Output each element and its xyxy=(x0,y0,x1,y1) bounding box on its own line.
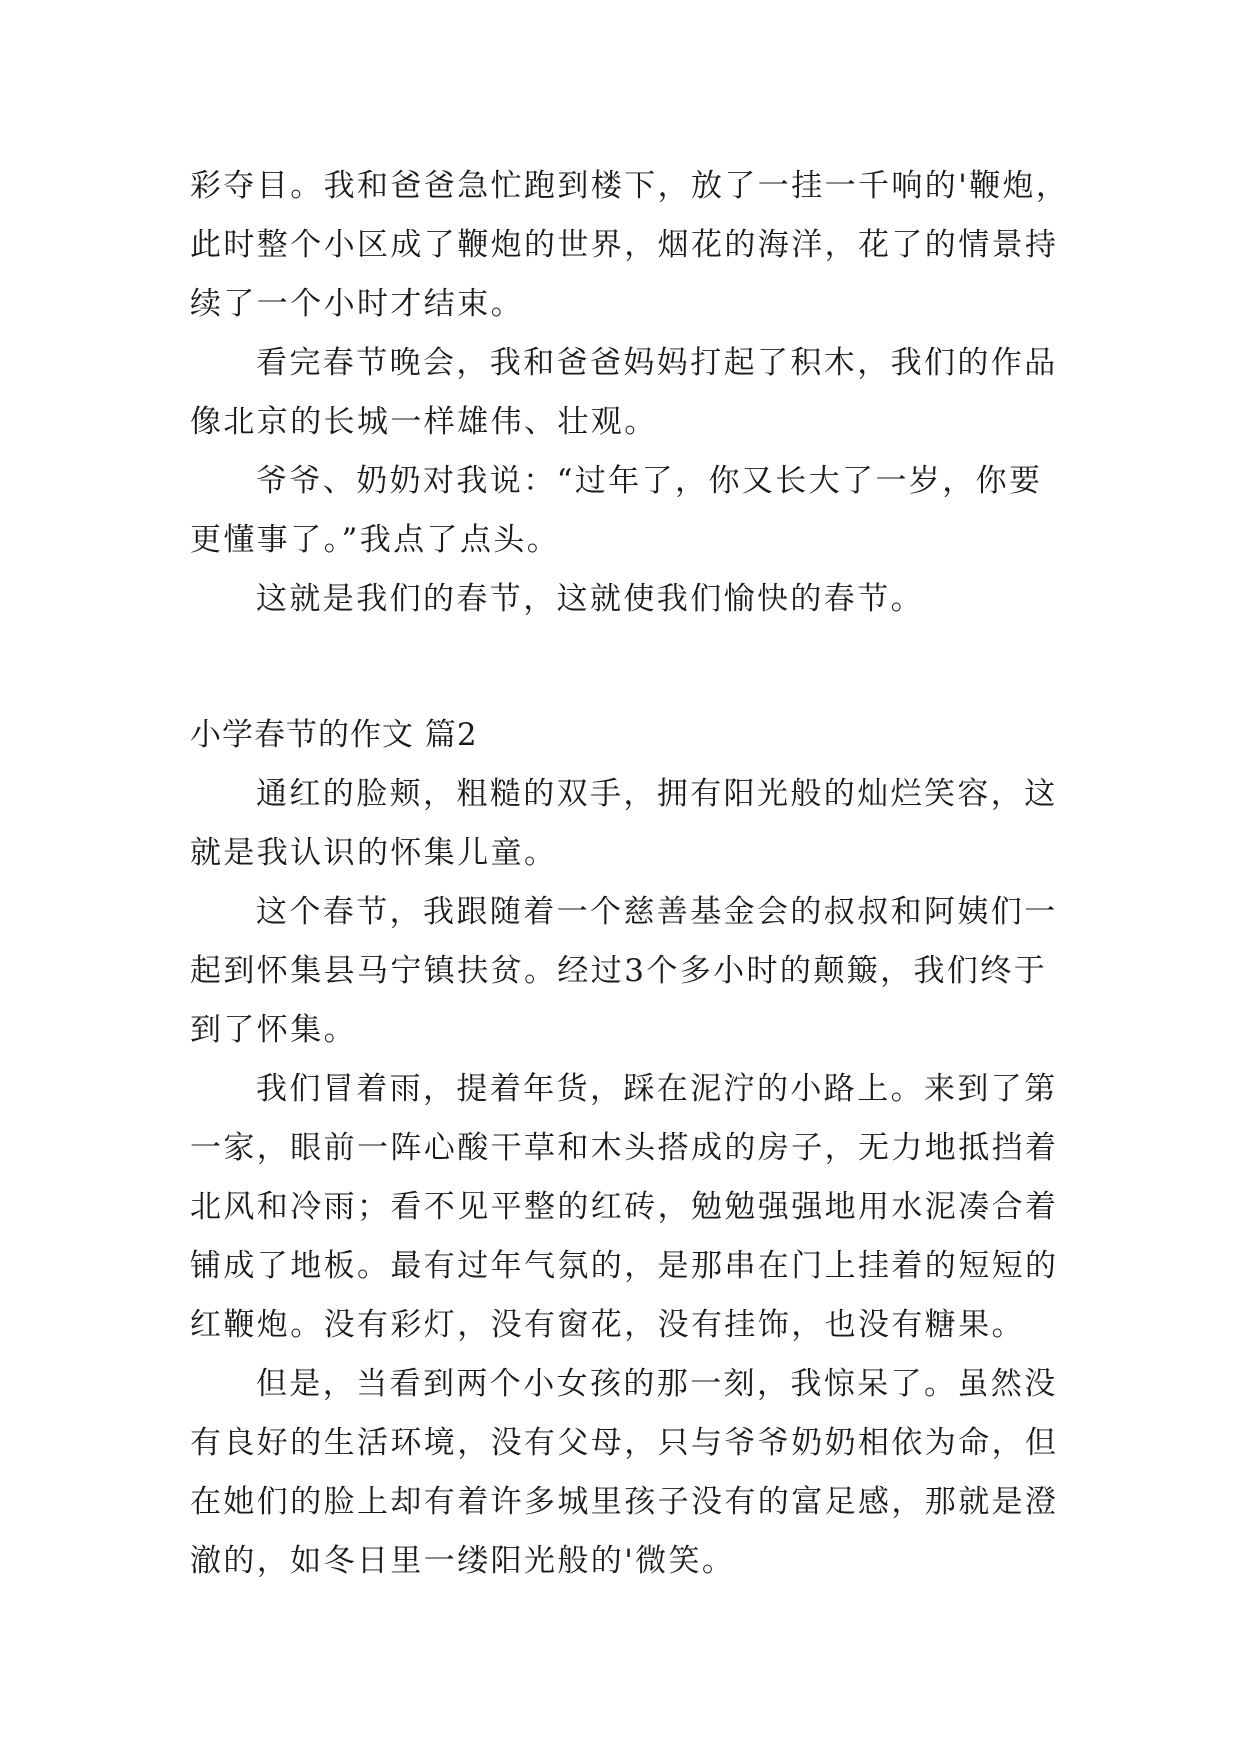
paragraph-line: 彩夺目。我和爸爸急忙跑到楼下，放了一挂一千响的'鞭炮， xyxy=(190,168,1070,204)
paragraph-line: 像北京的长城一样雄伟、壮观。 xyxy=(190,404,658,440)
paragraph-line: 这个春节，我跟随着一个慈善基金会的叔叔和阿姨们一 xyxy=(256,894,1058,930)
paragraph-line: 爷爷、奶奶对我说：“过年了，你又长大了一岁，你要 xyxy=(256,463,1043,499)
paragraph-line: 一家，眼前一阵心酸干草和木头搭成的房子，无力地抵挡着 xyxy=(190,1130,1059,1166)
section-gap xyxy=(190,629,1060,706)
paragraph-line: 续了一个小时才结束。 xyxy=(190,286,524,322)
paragraph-line: 看完春节晚会，我和爸爸妈妈打起了积木，我们的作品 xyxy=(256,345,1058,381)
paragraph-line: 有良好的生活环境，没有父母，只与爷爷奶奶相依为命，但 xyxy=(190,1425,1059,1461)
paragraph-line: 但是，当看到两个小女孩的那一刻，我惊呆了。虽然没 xyxy=(256,1366,1058,1402)
paragraph-line: 通红的脸颊，粗糙的双手，拥有阳光般的灿烂笑容，这 xyxy=(256,776,1058,812)
paragraph-line: 在她们的脸上却有着许多城里孩子没有的富足感，那就是澄 xyxy=(190,1484,1059,1520)
paragraph-line: 就是我认识的怀集儿童。 xyxy=(190,835,558,871)
paragraph-line: 更懂事了。”我点了点头。 xyxy=(190,522,561,558)
paragraph-line: 北风和冷雨；看不见平整的红砖，勉勉强强地用水泥凑合着 xyxy=(190,1189,1059,1225)
paragraph-line: 澈的，如冬日里一缕阳光般的'微笑。 xyxy=(190,1543,736,1579)
paragraph-line: 铺成了地板。最有过年气氛的，是那串在门上挂着的短短的 xyxy=(190,1248,1059,1284)
document-page xyxy=(190,157,1070,1591)
paragraph-line: 这就是我们的春节，这就使我们愉快的春节。 xyxy=(256,581,924,617)
paragraph-line: 我们冒着雨，提着年货，踩在泥泞的小路上。来到了第 xyxy=(256,1071,1058,1107)
paragraph-line: 此时整个小区成了鞭炮的世界，烟花的海洋，花了的情景持 xyxy=(190,227,1059,263)
section-heading: 小学春节的作文 篇2 xyxy=(190,717,478,753)
paragraph-line: 起到怀集县马宁镇扶贫。经过3个多小时的颠簸，我们终于 xyxy=(190,953,1048,989)
paragraph-line: 红鞭炮。没有彩灯，没有窗花，没有挂饰，也没有糖果。 xyxy=(190,1307,1025,1343)
paragraph-line: 到了怀集。 xyxy=(190,1012,357,1048)
